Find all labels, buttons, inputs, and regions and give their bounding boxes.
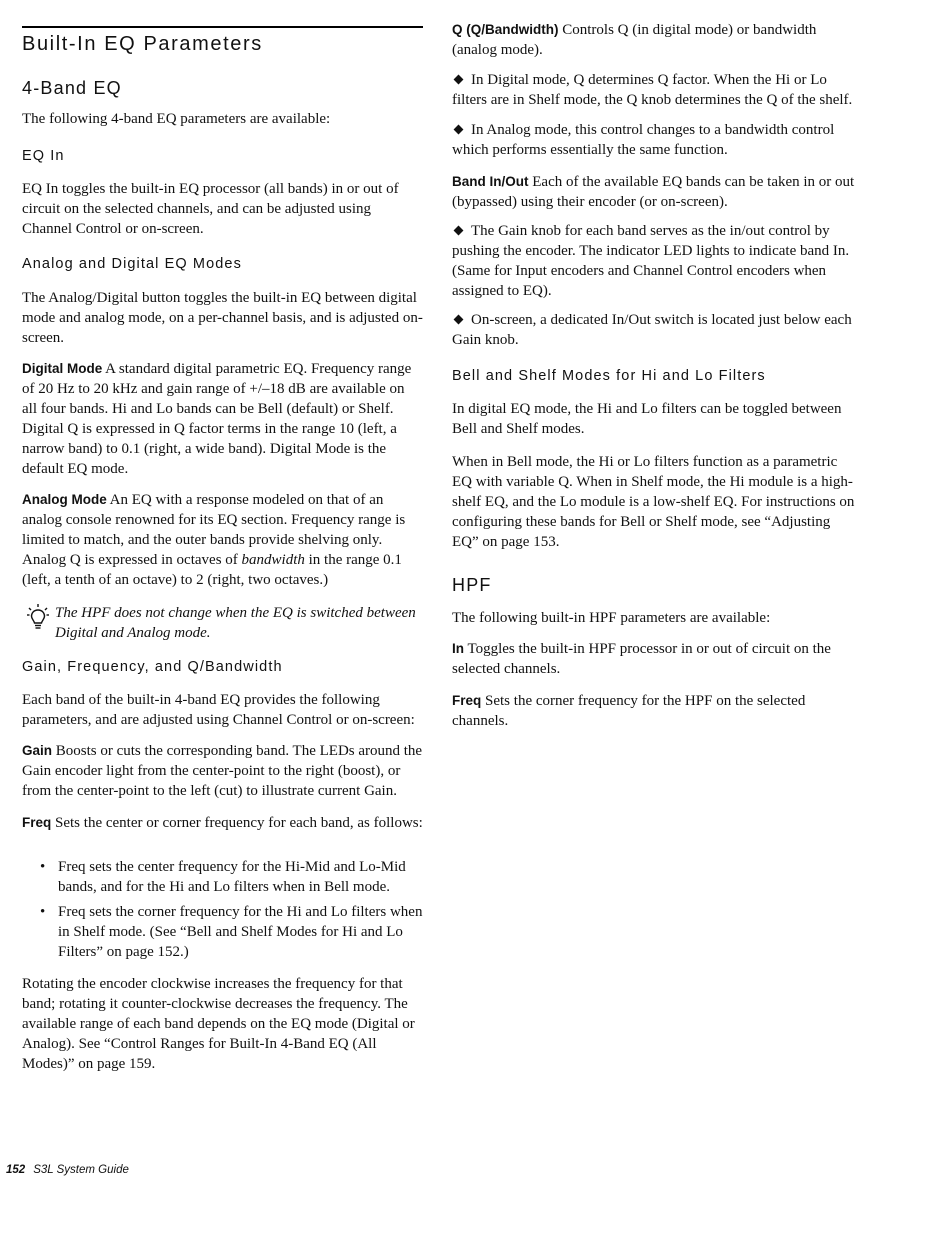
hpf-in-paragraph [452, 639, 856, 679]
guide-title: S3L System Guide [33, 1164, 129, 1176]
subheading-eq-in: EQ In [22, 148, 65, 164]
gain-text: Boosts or cuts the corresponding band. The LEDs around the Gain encoder light from the center-point to the right (boost), or from the center-point to the left (cut) to illustrate current Gain. [22, 743, 423, 799]
analog-mode-text-em: bandwidth [241, 552, 305, 568]
gfq-paragraph: Each band of the built-in 4-band EQ provides the following parameters, and are adjusted using Channel Control or on-screen: [22, 692, 415, 728]
analog-mode-term: Analog Mode [22, 492, 107, 507]
bell-paragraph-1: In digital EQ mode, the Hi and Lo filters can be toggled between Bell and Shelf modes. [452, 401, 842, 437]
band-bullet-1-text: The Gain knob for each band serves as the in/out control by pushing the encoder. The indicator LED lights to indicate band In. (Same for Input encoders and Channel Control encoders when assigned to EQ). [452, 223, 850, 299]
tip-note-text: The HPF does not change when the EQ is switched between Digital and Analog mode. [55, 605, 416, 641]
q-paragraph [452, 20, 856, 60]
subheading-analog-digital-modes: Analog and Digital EQ Modes [22, 256, 242, 272]
band-bullet-item [452, 221, 856, 301]
page-footer [6, 1164, 129, 1176]
diamond-bullet-icon [454, 315, 464, 325]
subheading-bell-shelf: Bell and Shelf Modes for Hi and Lo Filters [452, 368, 766, 384]
lightbulb-icon [26, 603, 50, 631]
q-bullet-item [452, 120, 856, 160]
top-rule [22, 26, 423, 28]
analog-mode-text-b: in the range 0.1 (left, a tenth of an octave) to 2 (right, two octaves.) [22, 552, 402, 588]
hpf-freq-paragraph [452, 691, 856, 731]
freq-paragraph [22, 813, 423, 833]
bullet-dot-icon: • [40, 859, 46, 875]
band-bullet-item [452, 310, 856, 350]
bell-paragraph-2: When in Bell mode, the Hi or Lo filters function as a parametric EQ with variable Q. When in Shelf mode, the Hi module is a high-shelf EQ, and the Lo module is a low-shelf EQ. For instructions on configuring these bands for Bell or Shelf mode, see “Adjusting EQ” on page 153. [452, 454, 855, 550]
q-term: Q (Q/Bandwidth) [452, 22, 559, 37]
diamond-bullet-icon [454, 125, 464, 135]
freq-bullet-1-text: Freq sets the center frequency for the Hi-Mid and Lo-Mid bands, and for the Hi and Lo filters when in Bell mode. [58, 859, 406, 895]
modes-paragraph: The Analog/Digital button toggles the built-in EQ between digital mode and analog mode, on a per-channel basis, and is adjusted on-screen. [22, 290, 423, 346]
section-heading-hpf: HPF [452, 575, 492, 595]
hpf-freq-term: Freq [452, 693, 482, 708]
gain-term: Gain [22, 743, 53, 758]
section-heading-4band-eq: 4-Band EQ [22, 78, 122, 98]
page-title: Built-In EQ Parameters [22, 33, 263, 55]
hpf-freq-text: Sets the corner frequency for the HPF on the selected channels. [452, 693, 806, 729]
diamond-bullet-icon [454, 75, 464, 85]
freq-text: Sets the center or corner frequency for each band, as follows: [51, 815, 423, 831]
q-bullet-1-text: In Digital mode, Q determines Q factor. When the Hi or Lo filters are in Shelf mode, the Q knob determines the Q of the shelf. [452, 72, 853, 108]
band-in-out-term: Band In/Out [452, 174, 529, 189]
analog-mode-text-a: An EQ with a response modeled on that of an analog console renowned for its EQ section. Frequency range is limited to match, and the outer bands provide shelving only. Analog Q is expressed in octaves of [22, 492, 406, 568]
tip-note [22, 603, 423, 643]
q-bullet-2-text: In Analog mode, this control changes to a bandwidth control which performs essentially the same function. [452, 122, 835, 158]
hpf-intro-paragraph: The following built-in HPF parameters are available: [452, 610, 771, 626]
band-in-out-text: Each of the available EQ bands can be taken in or out (bypassed) using their encoder (or on-screen). [452, 174, 855, 210]
band-bullet-2-text: On-screen, a dedicated In/Out switch is located just below each Gain knob. [452, 312, 852, 348]
freq-bullet-item [40, 857, 423, 897]
bullet-dot-icon: • [40, 904, 46, 920]
rotating-paragraph: Rotating the encoder clockwise increases the frequency for that band; rotating it counter-clockwise decreases the frequency. The available range of each band depends on the EQ mode (Digital or Analog). See “Control Ranges for Built-In 4-Band EQ (All Modes)” on page 159. [22, 976, 415, 1072]
diamond-bullet-icon [454, 226, 464, 236]
analog-mode-paragraph [22, 490, 423, 590]
q-text: Controls Q (in digital mode) or bandwidth (analog mode). [452, 22, 817, 58]
freq-term: Freq [22, 815, 52, 830]
gain-paragraph [22, 741, 423, 801]
hpf-in-term: In [452, 641, 464, 656]
freq-bullet-2-text: Freq sets the corner frequency for the Hi and Lo filters when in Shelf mode. (See “Bell and Shelf Modes for Hi and Lo Filters” on page 152.) [58, 904, 423, 960]
page-number: 152 [6, 1164, 26, 1176]
q-bullet-item [452, 70, 856, 110]
subheading-gain-frequency-q: Gain, Frequency, and Q/Bandwidth [22, 659, 283, 675]
digital-mode-paragraph [22, 359, 423, 479]
digital-mode-term: Digital Mode [22, 361, 103, 376]
digital-mode-text: A standard digital parametric EQ. Frequency range of 20 Hz to 20 kHz and gain range of +/–18 dB are available on all four bands. Hi and Lo bands can be Bell (default) or Shelf. Digital Q is expressed in Q factor terms in the range 10 (left, a narrow band) to 0.1 (right, a wide band). Digital Mode is the default EQ mode. [22, 361, 412, 477]
intro-paragraph: The following 4-band EQ parameters are available: [22, 111, 331, 127]
band-in-out-paragraph [452, 172, 856, 212]
freq-bullet-item [40, 902, 423, 962]
hpf-in-text: Toggles the built-in HPF processor in or out of circuit on the selected channels. [452, 641, 831, 677]
eq-in-paragraph: EQ In toggles the built-in EQ processor (all bands) in or out of circuit on the selected channels, and can be adjusted using Channel Control or on-screen. [22, 181, 399, 237]
